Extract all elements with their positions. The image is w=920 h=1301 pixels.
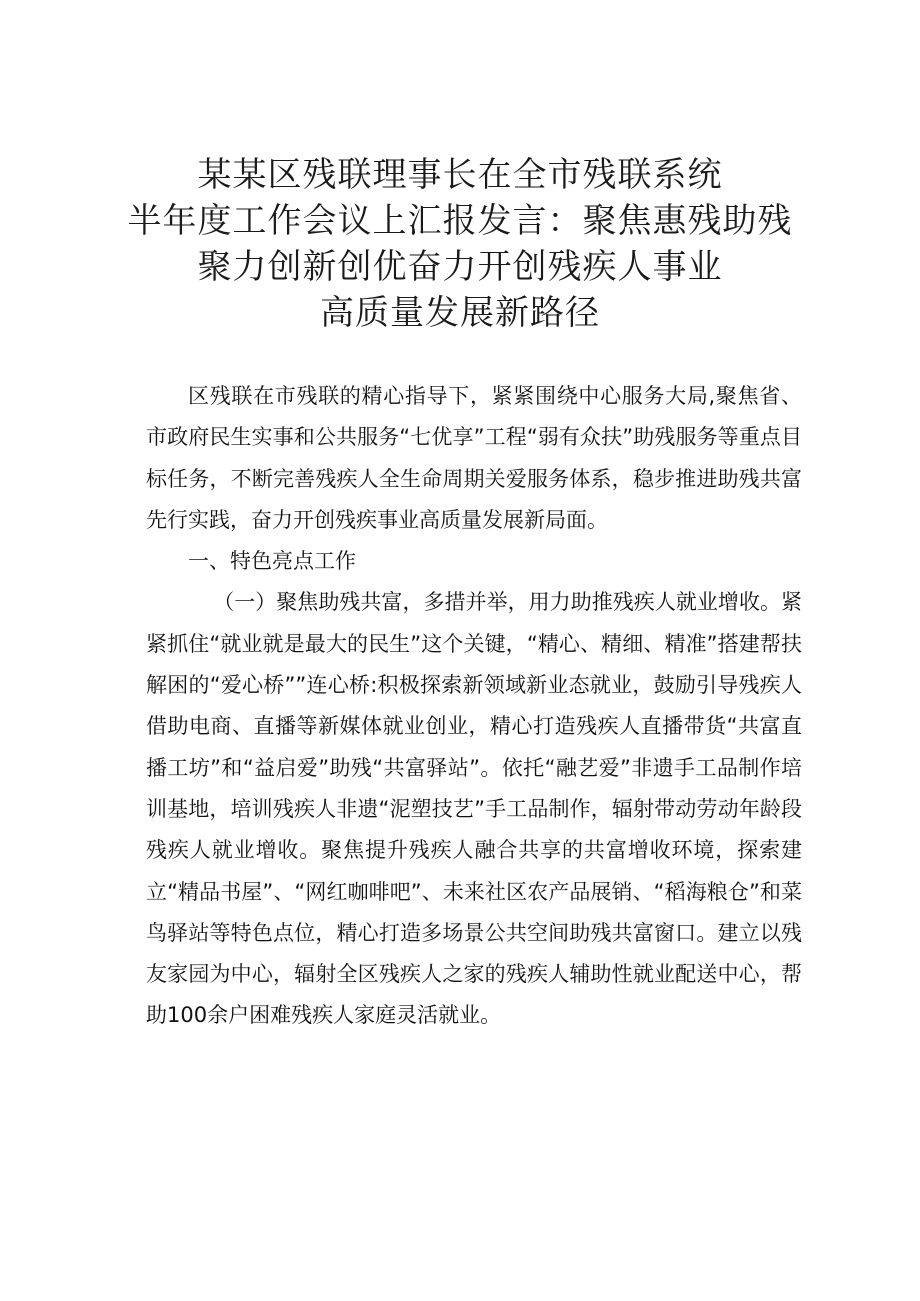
- title-line-1: 某某区残联理事长在全市残联系统: [197, 155, 723, 195]
- subsection-paragraph: （一）聚焦助残共富，多措并举，用力助推残疾人就业增收。紧紧抓住“就业就是最大的民生”这个关键，“精心、精细、精准”搭建帮扶解困的“爱心桥””连心桥:积极探索新领域新业态就业，鼓励引导残疾人借助电商、直播等新媒体就业创业，精心打造残疾人直播带货“共富直播工坊”和“益启爱”助残“共富驿站”。依托“融艺爱”非遗手工品制作培训基地，培训残疾人非遗“泥塑技艺”手工品制作，辐射带动劳动年龄段残疾人就业增收。聚焦提升残疾人融合共享的共富增收环境，探索建立“精品书屋”、“网红咖啡吧”、未来社区农产品展销、“稻海粮仓”和菜鸟驿站等特色点位，精心打造多场景公共空间助残共富窗口。建立以残友家园为中心，辐射全区残疾人之家的残疾人辅助性就业配送中心，帮助100余户困难残疾人家庭灵活就业。: [146, 590, 802, 1028]
- title-line-3: 聚力创新创优奋力开创残疾人事业: [197, 247, 723, 287]
- document-body: [146, 376, 802, 1037]
- title-line-4: 高质量发展新路径: [320, 293, 600, 333]
- title-line-2: 半年度工作会议上汇报发言：聚焦惠残助残: [127, 201, 793, 241]
- section-heading: 一、特色亮点工作: [188, 549, 356, 574]
- document-title: [0, 152, 920, 336]
- intro-paragraph: 区残联在市残联的精心指导下，紧紧围绕中心服务大局,聚焦省、市政府民生实事和公共服务“七优享”工程“弱有众扶”助残服务等重点目标任务，不断完善残疾人全生命周期关爱服务体系，稳步推进助残共富先行实践，奋力开创残疾事业高质量发展新局面。: [146, 384, 802, 532]
